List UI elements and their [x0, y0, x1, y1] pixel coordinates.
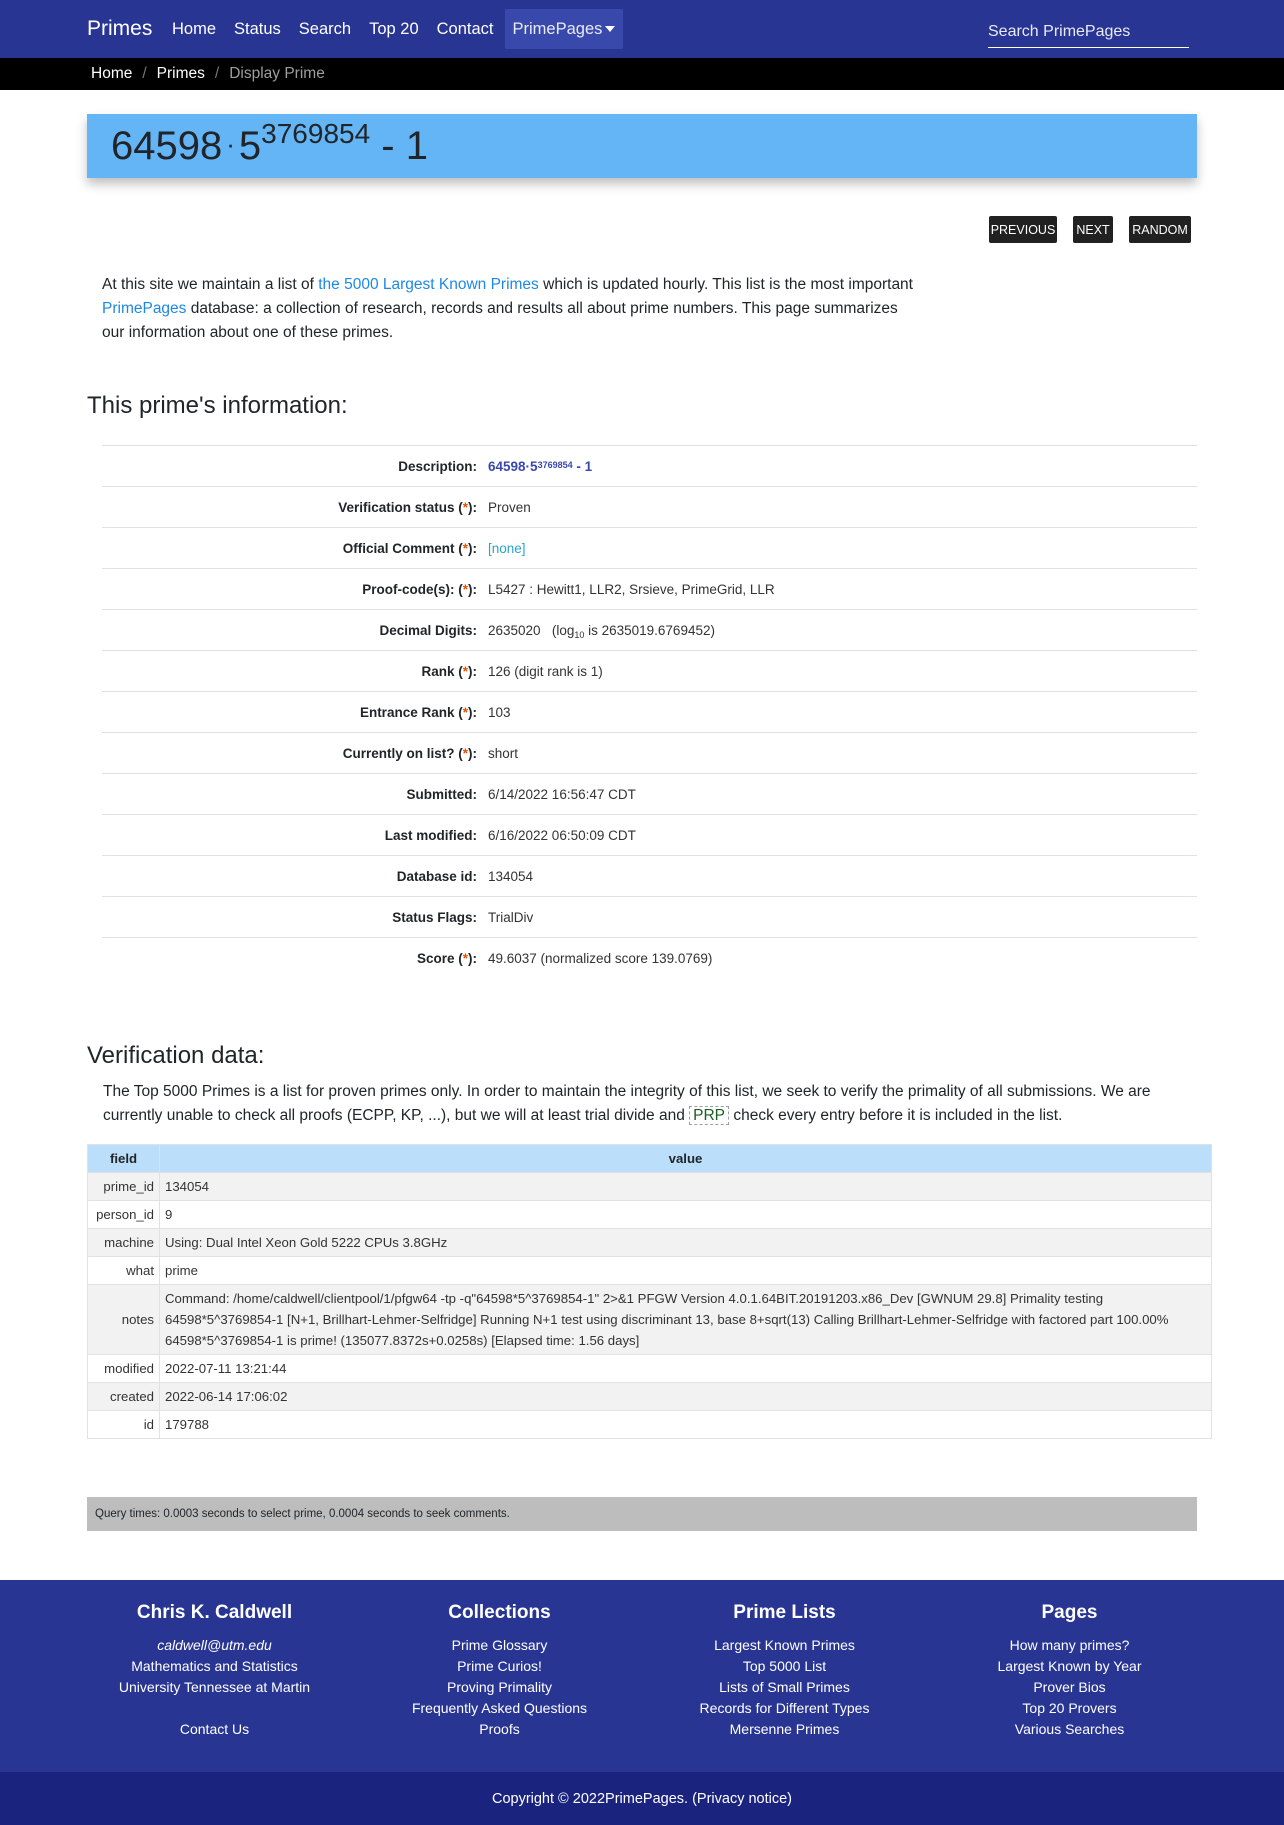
table-row	[88, 1201, 1212, 1229]
info-row-modified	[102, 815, 1197, 856]
breadcrumb-separator: /	[142, 65, 147, 82]
footer-col-prime-lists	[642, 1602, 927, 1740]
nav-home[interactable]: Home	[172, 20, 217, 38]
flags-label: Status Flags:	[392, 909, 477, 925]
breadcrumb-separator: /	[214, 65, 220, 82]
comment-value-link[interactable]: [none]	[488, 540, 526, 556]
footer-col-title: Chris K. Caldwell	[136, 1602, 293, 1623]
proof-label: Proof-code(s): (*):	[362, 581, 477, 597]
dbid-value: 134054	[488, 868, 534, 884]
description-value[interactable]: $64598\cdot 5^{3769854} - 1$	[488, 458, 593, 474]
table-header-row	[88, 1145, 1212, 1173]
score-label: Score (*):	[416, 951, 477, 966]
breadcrumb-primes[interactable]: Primes	[156, 65, 205, 82]
info-row-proof	[102, 569, 1197, 610]
footer-contact-link[interactable]: Contact Us	[179, 1721, 250, 1737]
copyright-sep: . (	[684, 1790, 697, 1807]
comment-label: Official Comment (*):	[342, 540, 477, 556]
modified-value: 6/16/2022 06:50:09 CDT	[488, 827, 636, 843]
log-base: 10	[574, 629, 585, 640]
copyright-site-link[interactable]: PrimePages	[605, 1790, 685, 1807]
title-exponent: 3769854	[261, 118, 371, 149]
footer	[0, 1580, 1284, 1772]
log-prefix: (log	[551, 622, 575, 638]
random-button[interactable]: RANDOM	[1129, 216, 1191, 243]
label-text: Entrance Rank	[359, 704, 455, 720]
field-cell: person_id	[88, 1201, 160, 1229]
footer-link[interactable]: Records for Different Types	[699, 1700, 870, 1716]
info-row-comment	[102, 528, 1197, 569]
table-row	[88, 1257, 1212, 1285]
title-mid: 5	[238, 124, 262, 168]
field-cell: prime_id	[88, 1173, 160, 1201]
onlist-label: Currently on list? (*):	[342, 745, 477, 761]
verification-text: The Top 5000 Primes is a list for proven primes only. In order to maintain the integrity of this list, we seek to verify the primality of all submissions. We are currently unable to check all proofs (ECPP, KP, ...), but we will at least trial divide and	[103, 1083, 1151, 1124]
onlist-value: short	[488, 745, 519, 761]
help-star-link[interactable]: *	[462, 951, 468, 966]
verification-label: Verification status (*):	[338, 499, 477, 515]
table-row	[88, 1355, 1212, 1383]
footer-col-pages	[927, 1602, 1212, 1740]
copyright-close: )	[787, 1790, 793, 1807]
nav-top20[interactable]: Top 20	[369, 20, 419, 38]
field-cell: id	[88, 1411, 160, 1439]
value-cell: 2022-07-11 13:21:44	[160, 1355, 1212, 1383]
label-text: Official Comment	[342, 540, 455, 556]
title-dot: ·	[226, 129, 235, 159]
page-title	[111, 120, 428, 176]
info-row-flags	[102, 897, 1197, 938]
nav-search[interactable]: Search	[298, 20, 352, 38]
footer-link[interactable]: Top 20 Provers	[1022, 1700, 1117, 1716]
title-tail: - 1	[381, 124, 428, 168]
query-times: Query times: 0.0003 seconds to select prime, 0.0004 seconds to seek comments.	[87, 1497, 1197, 1531]
score-value: 49.6037 (normalized score 139.0769)	[488, 951, 713, 966]
chevron-down-icon	[605, 26, 615, 32]
table-row	[88, 1229, 1212, 1257]
intro-text: database: a collection of research, records and results all about prime numbers. This page summarizes our information about one of these primes.	[102, 300, 898, 341]
footer-link[interactable]: Proofs	[479, 1721, 520, 1737]
table-row	[88, 1285, 1212, 1355]
nav-primepages-dropdown[interactable]	[505, 9, 624, 49]
breadcrumb	[0, 58, 1284, 90]
footer-col-title: Prime Lists	[733, 1602, 836, 1623]
entrance-value: 103	[488, 704, 511, 720]
desc-exp: 3769854	[537, 459, 573, 470]
submitted-label: Submitted:	[406, 786, 477, 802]
footer-link[interactable]: Largest Known by Year	[997, 1658, 1142, 1674]
prime-info-table	[102, 445, 1197, 979]
table-row	[88, 1411, 1212, 1439]
intro-text: At this site we maintain a list of	[102, 276, 319, 293]
value-cell: 9	[160, 1201, 1212, 1229]
nav-contact[interactable]: Contact	[436, 20, 494, 38]
field-cell: modified	[88, 1355, 160, 1383]
footer-link[interactable]: Largest Known Primes	[714, 1637, 855, 1653]
dropdown-label: PrimePages	[512, 20, 603, 38]
footer-link[interactable]: Top 5000 List	[742, 1658, 827, 1674]
footer-text: University Tennessee at Martin	[118, 1679, 311, 1695]
info-row-onlist	[102, 733, 1197, 774]
desc-base: 64598	[488, 458, 526, 474]
dbid-label: Database id:	[396, 868, 477, 884]
label-text: Currently on list?	[342, 745, 455, 761]
info-row-dbid	[102, 856, 1197, 897]
help-star-link[interactable]: *	[462, 663, 468, 679]
title-base: 64598	[111, 124, 223, 168]
prime-title-card	[87, 114, 1197, 178]
label-text: Proof-code(s):	[362, 581, 455, 597]
rank-label: Rank (*):	[421, 663, 477, 679]
value-cell: 179788	[160, 1411, 1212, 1439]
digits-number: 2635020	[488, 622, 541, 638]
description-label: Description:	[398, 458, 477, 474]
field-cell: created	[88, 1383, 160, 1411]
modified-label: Last modified:	[384, 827, 477, 843]
info-heading: This prime's information:	[87, 392, 348, 419]
help-star-link[interactable]: *	[462, 745, 468, 761]
nav-status[interactable]: Status	[234, 20, 281, 38]
footer-text: Mathematics and Statistics	[131, 1658, 298, 1674]
header-field: field	[88, 1145, 160, 1173]
info-row-description	[102, 446, 1197, 487]
verification-heading: Verification data:	[87, 1042, 265, 1069]
verification-text: check every entry before it is included in the list.	[729, 1107, 1063, 1124]
footer-col-author	[72, 1602, 357, 1740]
submitted-value: 6/14/2022 16:56:47 CDT	[488, 786, 636, 802]
value-cell: Command: /home/caldwell/clientpool/1/pfgw64 -tp -q"64598*5^3769854-1" 2>&1 PFGW Version 4.0.1.64BIT.20191203.x86_Dev [GWNUM 29.8] Primality testing 64598*5^3769854-1 [N+1, Brillhart-Lehmer-Selfridge] Running N+1 test using discriminant 13, base 8+sqrt(13) Calling Brillhart-Lehmer-Selfridge with factored part 100.00% 64598*5^3769854-1 is prime! (135077.8372s+0.0258s) [Elapsed time: 1.56 days]	[160, 1285, 1212, 1355]
privacy-notice-link[interactable]: Privacy notice	[696, 1790, 788, 1807]
previous-button[interactable]: PREVIOUS	[989, 216, 1057, 243]
footer-link[interactable]: Proving Primality	[446, 1679, 553, 1695]
footer-link[interactable]: Prime Curios!	[457, 1658, 542, 1674]
footer-link[interactable]: Prime Glossary	[451, 1637, 548, 1653]
label-text: Verification status	[338, 499, 455, 515]
field-cell: machine	[88, 1229, 160, 1257]
navbar	[0, 0, 1284, 58]
field-cell: notes	[88, 1285, 160, 1355]
table-row	[88, 1383, 1212, 1411]
prp-term[interactable]: PRP	[689, 1106, 729, 1125]
footer-col-title: Collections	[448, 1602, 551, 1623]
footer-col-collections	[357, 1602, 642, 1740]
value-cell: 134054	[160, 1173, 1212, 1201]
primepages-link[interactable]: PrimePages	[102, 300, 187, 317]
log-suffix: is 2635019.6769452)	[584, 622, 715, 638]
footer-col-title: Pages	[1041, 1602, 1098, 1623]
value-cell: prime	[160, 1257, 1212, 1285]
value-cell: Using: Dual Intel Xeon Gold 5222 CPUs 3.8GHz	[160, 1229, 1212, 1257]
info-row-rank	[102, 651, 1197, 692]
largest-primes-link[interactable]: the 5000 Largest Known Primes	[318, 276, 539, 293]
digits-label: Decimal Digits:	[379, 622, 477, 638]
breadcrumb-current: Display Prime	[229, 65, 325, 82]
breadcrumb-home[interactable]: Home	[91, 65, 133, 82]
entrance-label: Entrance Rank (*):	[359, 704, 477, 720]
info-row-digits	[102, 610, 1197, 651]
footer-link[interactable]: Frequently Asked Questions	[411, 1700, 588, 1716]
label-text: Rank	[421, 663, 455, 679]
label-text: Score	[416, 951, 455, 966]
info-row-score	[102, 938, 1197, 979]
copyright-bar	[0, 1772, 1284, 1825]
flags-value: TrialDiv	[488, 909, 534, 925]
search-input[interactable]	[988, 16, 1189, 48]
intro-paragraph	[102, 273, 922, 345]
desc-mid: 5	[530, 458, 538, 474]
footer-link[interactable]: Prover Bios	[1033, 1679, 1106, 1695]
verification-table	[87, 1144, 1212, 1439]
info-row-entrance-rank	[102, 692, 1197, 733]
digits-value	[488, 623, 715, 638]
help-star-link[interactable]: *	[462, 581, 468, 597]
copyright-text: Copyright © 2022	[491, 1790, 606, 1807]
footer-link[interactable]: Mersenne Primes	[729, 1721, 840, 1737]
info-row-verification	[102, 487, 1197, 528]
footer-link[interactable]: Various Searches	[1014, 1721, 1125, 1737]
field-cell: what	[88, 1257, 160, 1285]
footer-link[interactable]: How many primes?	[1009, 1637, 1130, 1653]
footer-email-link[interactable]: caldwell@utm.edu	[157, 1637, 272, 1653]
value-cell: 2022-06-14 17:06:02	[160, 1383, 1212, 1411]
verification-paragraph	[103, 1080, 1203, 1128]
help-star-link[interactable]: *	[462, 704, 468, 720]
rank-value: 126 (digit rank is 1)	[488, 663, 603, 679]
info-row-submitted	[102, 774, 1197, 815]
help-star-link[interactable]: *	[462, 499, 468, 515]
proof-value: L5427 : Hewitt1, LLR2, Srsieve, PrimeGrid, LLR	[488, 581, 775, 597]
desc-tail: - 1	[572, 458, 593, 474]
nav-links	[163, 0, 623, 58]
footer-link[interactable]: Lists of Small Primes	[719, 1679, 850, 1695]
verification-value: Proven	[488, 499, 531, 515]
table-row	[88, 1173, 1212, 1201]
intro-text: which is updated hourly. This list is the most important	[538, 276, 913, 293]
help-star-link[interactable]: *	[462, 540, 468, 556]
brand-link[interactable]: Primes	[87, 17, 153, 40]
header-value: value	[160, 1145, 1212, 1173]
next-button[interactable]: NEXT	[1073, 216, 1113, 243]
